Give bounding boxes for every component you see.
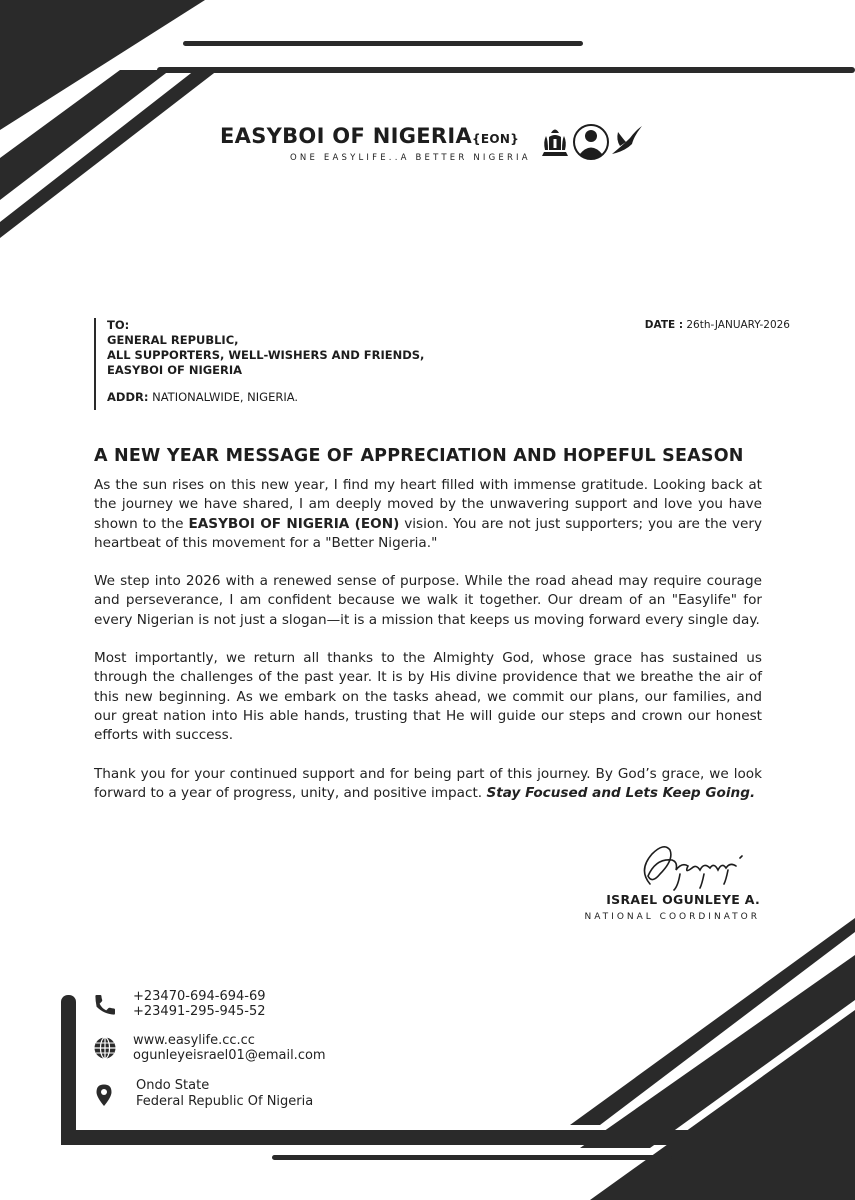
to-label: TO:	[107, 318, 130, 332]
bottom-bar-long	[61, 1130, 761, 1145]
paragraph-4	[94, 765, 762, 804]
paragraph-3: Most importantly, we return all thanks to the Almighty God, whose grace has sustained us through the challenges of the past year. It is by His divine providence that we breathe the air of this new beginning. As we embark on the tasks ahead, we commit our plans, our families, and our great nation into His able hands, trusting that He will guide our steps and crown our honest efforts with success.	[94, 650, 762, 744]
coat-of-arms-icon	[542, 130, 568, 157]
tagline: ONE EASYLIFE..A BETTER NIGERIA	[290, 153, 531, 163]
phone-number: +23491-295-945-52	[133, 1004, 266, 1019]
globe-icon	[93, 1036, 117, 1060]
portrait-icon	[574, 125, 608, 159]
letter-heading: A NEW YEAR MESSAGE OF APPRECIATION AND HOPEFUL SEASON	[94, 446, 744, 466]
left-bracket-vertical	[61, 995, 76, 1145]
phone-icon	[93, 993, 117, 1017]
contact-block	[88, 988, 418, 1118]
recipient-block	[94, 318, 484, 410]
address-line	[107, 390, 484, 404]
emblems	[538, 122, 644, 162]
top-bar	[183, 41, 583, 46]
p1-text-end: vision. You are not just supporters; you are the very heartbeat of this movement for a "Better Nigeria."	[94, 515, 763, 551]
addr-label: ADDR:	[107, 390, 149, 404]
location-pin-icon	[92, 1083, 116, 1107]
p4-text: Thank you for your continued support and for being part of this journey. By God’s grace, we look forward to a year of progress, unity, and positive impact.	[94, 765, 762, 801]
handwritten-signature	[630, 840, 755, 892]
website: www.easylife.cc.cc	[133, 1033, 255, 1048]
date-label: DATE :	[644, 319, 684, 331]
address-line: Federal Republic Of Nigeria	[136, 1094, 314, 1109]
corner-stripe-bottom-right	[590, 1010, 855, 1200]
p1-text: As the sun rises on this new year, I find my heart filled with immense gratitude. Looking back at the journey we have shared, I am deeply moved by the unwavering support and love you have shown to the	[94, 477, 762, 532]
letterhead	[0, 118, 855, 168]
address-line: Ondo State	[136, 1078, 210, 1093]
recipient-line: EASYBOI OF NIGERIA	[107, 363, 243, 377]
date-value: 26th-JANUARY-2026	[686, 319, 790, 331]
addr-value: NATIONALWIDE, NIGERIA.	[152, 390, 299, 404]
paragraph-1	[94, 476, 762, 553]
org-name-text: EASYBOI OF NIGERIA	[220, 124, 473, 148]
email: ogunleyeisrael01@email.com	[133, 1048, 326, 1063]
signatory-title: NATIONAL COORDINATOR	[584, 912, 760, 922]
recipient-line: GENERAL REPUBLIC,	[107, 333, 239, 347]
date-line	[600, 319, 790, 331]
bottom-bar-short	[272, 1155, 672, 1160]
paragraph-2: We step into 2026 with a renewed sense of purpose. While the road ahead may require courage and perseverance, I am confident because we walk it together. Our dream of an "Easylife" for every Nigerian is not just a slogan—it is a mission that keeps us moving forward every single day.	[94, 573, 762, 628]
org-name	[220, 124, 519, 148]
signatory-name: ISRAEL OGUNLEYE A.	[606, 892, 760, 907]
p4-italic-text: Stay Focused and Lets Keep Going.	[486, 784, 756, 801]
letter-body	[94, 446, 762, 822]
p1-bold-text: EASYBOI OF NIGERIA (EON)	[188, 515, 400, 532]
phone-number: +23470-694-694-69	[133, 989, 266, 1004]
bird-logo-icon	[612, 126, 642, 154]
org-abbrev: {EON}	[472, 132, 520, 146]
recipient-line: ALL SUPPORTERS, WELL-WISHERS AND FRIENDS,	[107, 348, 425, 362]
top-bar-long	[157, 67, 855, 73]
signature-block	[560, 840, 760, 930]
